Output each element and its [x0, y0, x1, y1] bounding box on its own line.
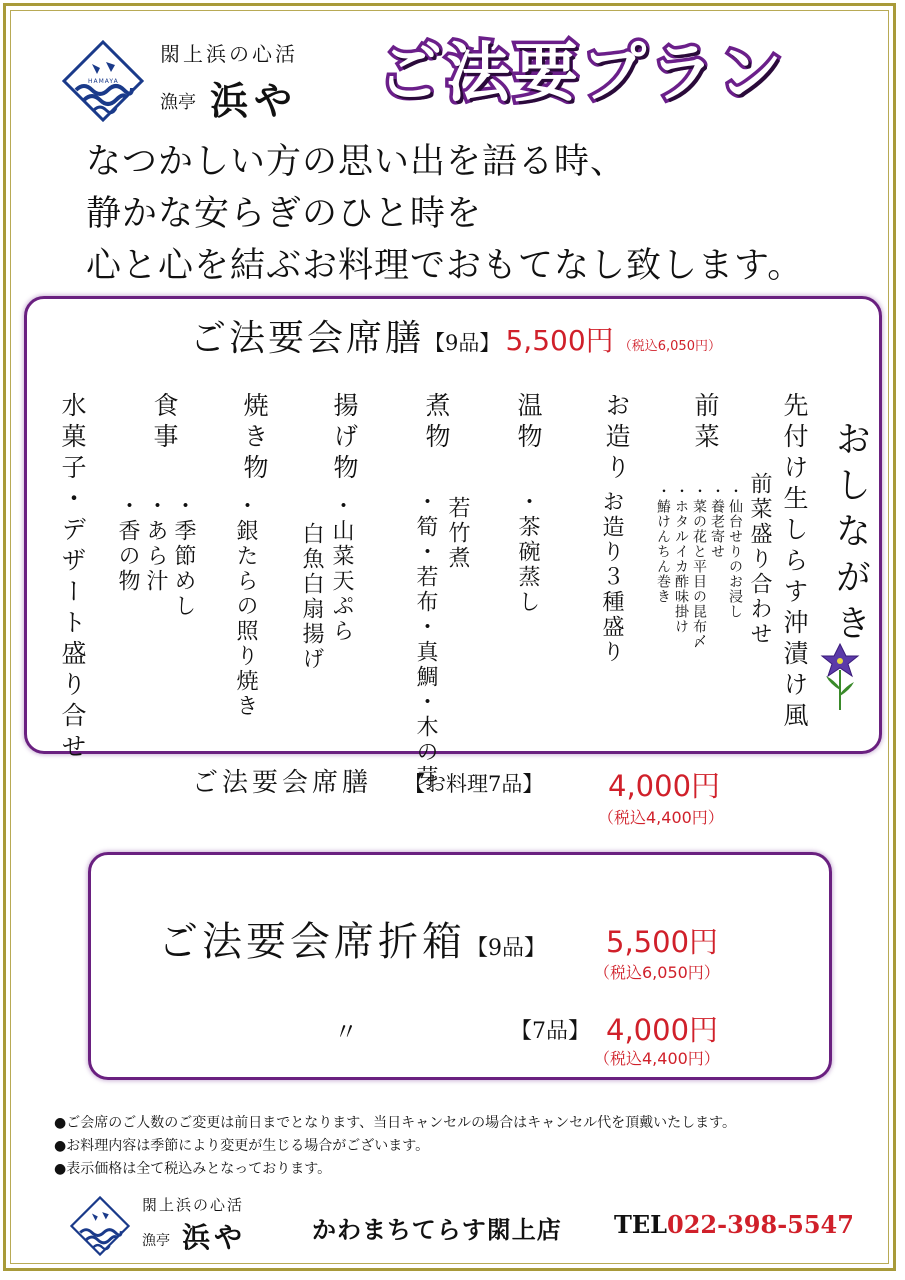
course7-price: 4,000円 [608, 769, 721, 803]
note-line: ●ご会席のご人数のご変更は前日までとなります、当日キャンセルの場合はキャンセル代を頂戴いたします。 [54, 1115, 736, 1131]
course7-tax: （税込4,400円） [598, 808, 724, 827]
course-price: 5,500円 [505, 324, 614, 357]
course-tax: （税込6,050円） [618, 339, 721, 354]
course7-line [192, 762, 372, 799]
oribako-count7: 【7品】 [510, 1019, 590, 1044]
menu-dish: お造り３種盛り [599, 490, 624, 665]
course7-count: 【お料理7品】 [404, 772, 544, 796]
menu-dish: ・筍・若布・真鯛・木の芽 [413, 490, 438, 790]
intro-line: 静かな安らぎのひと時を [86, 194, 483, 234]
oribako-tax9: （税込6,050円） [594, 963, 720, 982]
oribako-count9: 【9品】 [466, 936, 546, 961]
oribako-header [158, 910, 546, 967]
note-line: ●表示価格は全て税込みとなっております。 [54, 1161, 332, 1177]
tel-label: TEL [614, 1210, 668, 1239]
menu-category: お造り [602, 392, 631, 485]
course-header [190, 310, 721, 361]
menu-category: 先付け生しらす沖漬け風 [780, 392, 809, 733]
course-name: ご法要会席膳 [190, 318, 425, 359]
menu-category: 前菜 [691, 392, 720, 454]
store-name: かわまちてらす閖上店 [312, 1215, 562, 1244]
menu-dish: ・茶碗蒸し [515, 490, 540, 615]
menu-category: 水菓子・デザート盛り合せ [58, 392, 87, 764]
menu-dish: 前菜盛り合わせ [747, 472, 772, 647]
store-tel [614, 1210, 854, 1239]
page-title: ご法要プラン [378, 37, 786, 111]
intro-text [86, 136, 803, 292]
menu-dish: ・季節めし [171, 494, 196, 619]
menu-category: 煮物 [422, 392, 451, 454]
menu-dish: 白魚白扇揚げ [299, 522, 324, 672]
bellflower-icon [820, 640, 860, 712]
menu-detail: ・ホタルイカ酢味掛け [673, 484, 689, 634]
menu-detail: ・養老寄せ [709, 484, 725, 559]
brand-name: 浜や [182, 1221, 247, 1254]
brand-name: 浜や [210, 78, 299, 123]
tel-number: 022-398-5547 [667, 1210, 854, 1239]
oribako-name: ご法要会席折箱 [158, 919, 466, 965]
course-count: 【9品】 [424, 331, 501, 355]
course7-name: ご法要会席膳 [192, 768, 373, 798]
oribako-tax7: （税込4,400円） [594, 1049, 720, 1068]
menu-dish: ・山菜天ぷら [329, 494, 354, 644]
menu-detail: ・仙台せりのお浸し [727, 484, 743, 619]
menu-heading: おしながき [830, 420, 871, 650]
brand-logo-top [62, 40, 362, 123]
menu-category: 温物 [514, 392, 543, 454]
note-line: ●お料理内容は季節により変更が生じる場合がございます。 [54, 1138, 430, 1154]
menu-category: 焼き物 [240, 392, 269, 485]
intro-line: なつかしい方の思い出を語る時、 [86, 142, 627, 182]
menu-category: 揚げ物 [330, 392, 359, 485]
notes [54, 1112, 736, 1181]
brand-logo-bottom [70, 1196, 290, 1256]
menu-dish: ・銀たらの照り焼き [233, 494, 258, 719]
menu-detail: ・鰆けんちん巻き [655, 484, 671, 604]
brand-prefix: 漁亭 [142, 1233, 170, 1249]
brand-catchphrase: 閖上浜の心活 [142, 1196, 245, 1214]
menu-dish: 若竹煮 [445, 496, 470, 571]
logo-tag-text: HAMAYA [88, 78, 119, 85]
menu-dish: ・香の物 [115, 494, 140, 594]
ditto-mark: 〃 [334, 1018, 358, 1046]
brand-catchphrase: 閖上浜の心活 [160, 42, 298, 66]
oribako-price9: 5,500円 [606, 925, 719, 959]
wave-diamond-icon [70, 1196, 130, 1256]
oribako-price7: 4,000円 [606, 1013, 719, 1047]
menu-dish: ・あら汁 [143, 494, 168, 594]
menu-detail: ・菜の花と平目の昆布〆 [691, 484, 707, 649]
brand-prefix: 漁亭 [160, 92, 196, 113]
menu-category: 食事 [150, 392, 179, 454]
intro-line: 心と心を結ぶお料理でおもてなし致します。 [86, 246, 804, 286]
